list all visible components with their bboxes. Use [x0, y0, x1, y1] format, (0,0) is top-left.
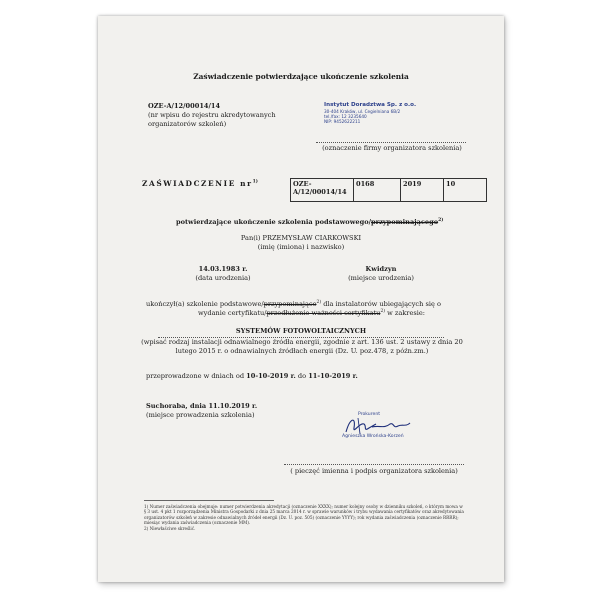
scope-value: SYSTEMÓW FOTOWOLTAICZNYCH [235, 327, 367, 335]
cert-number-cell-registry: OZE-A/12/00014/14 [291, 179, 354, 202]
completed-struck-extension: przedłużenie ważności certyfikatu [266, 309, 381, 318]
footnote-1: 1) Numer zaświadczenia obejmuje: numer potwierdzenia akredytacji (oznaczenie XXXX); numer kolejny osoby w dzienniku szkoleń, o którym mowa w § 3 ust. 4 pkt 1 rozporządzenia Ministra Gospodarki z dnia 25 marca 2014 r. w sprawie warunków i trybu wydawania certyfikatów oraz akredytowania organizatorów szkoleń w zakresie odnawialnych źródeł energii (Dz. U. poz. 505) (oznaczenie YYYY); rok wydania zaświadczenia (oznaczenie RRRR); miesiąc wydania zaświadczenia (oznaczenie MM). [144, 504, 464, 526]
place-and-date: Suchoraba, dnia 11.10.2019 r. [146, 402, 258, 410]
date-from: 10-10-2019 r. [246, 372, 296, 380]
person-name-caption: (imię (imiona) i nazwisko) [257, 243, 345, 251]
signature-dotted-line [284, 464, 464, 465]
footnote-ref-4: 2) [380, 309, 386, 314]
handwritten-signature [336, 412, 436, 442]
completed-struck-refresher: przypominające [263, 300, 317, 309]
dates-prefix: przeprowadzone w dniach od [146, 372, 247, 380]
birth-place-caption: (miejsce urodzenia) [348, 274, 414, 282]
cert-number-cell-year: 2019 [401, 179, 444, 202]
date-to: 11-10-2019 r. [308, 372, 358, 380]
completed-text-c: wydanie certyfikatu/ [198, 309, 267, 318]
birth-date-caption: (data urodzenia) [195, 274, 251, 282]
signature-title: Prokurent [358, 412, 381, 417]
stamp-address: 30-404 Kraków, ul. Cegielniana 6B/2 [324, 108, 401, 114]
footnote-ref-2: 2) [438, 218, 444, 223]
registry-number: OZE-A/12/00014/14 [148, 102, 221, 110]
confirms-prefix: potwierdzające ukończenie szkolenia [176, 218, 315, 227]
confirms-struck-option: przypominającego [371, 218, 439, 227]
dates-middle: do [295, 372, 309, 380]
confirms-line [176, 217, 496, 227]
stamp-nip: NIP: 9452622211 [324, 119, 361, 125]
completed-text-d: w zakresie: [385, 309, 425, 318]
signature-name: Agnieszka Wrońska-Korzeń [342, 434, 404, 439]
footnote-ref-3: 2) [316, 300, 322, 305]
cert-number-cell-month: 10 [444, 179, 487, 202]
document-title: Zaświadczenie potwierdzające ukończenie szkolenia [193, 72, 409, 81]
footnote-ref-1: 1) [252, 179, 258, 185]
completed-text-b: dla instalatorów ubiegających się o [321, 300, 441, 309]
stamp-company-name: Instytut Doradztwa Sp. z o.o. [324, 102, 417, 108]
confirms-separator: / [368, 218, 372, 227]
person-prefix: Pan(i) [240, 234, 263, 242]
signature-caption: ( pieczęć imienna i podpis organizatora szkolenia) [290, 467, 458, 475]
certificate-heading-text: ZAŚWIADCZENIE nr [142, 179, 253, 188]
completed-text-a: ukończył(a) szkolenie podstawowe/ [146, 300, 264, 309]
birth-date: 14.03.1983 r. [198, 265, 248, 273]
organizer-caption: (oznaczenie firmy organizatora szkolenia) [322, 144, 462, 152]
footnotes [144, 504, 464, 531]
training-dates [146, 372, 466, 381]
confirms-basic: podstawowego [314, 218, 369, 227]
organizer-dotted-line [316, 142, 466, 143]
registry-number-caption: (nr wpisu do rejestru akredytowanych organizatorów szkoleń) [148, 111, 276, 128]
organizer-stamp [324, 102, 454, 125]
person-line [98, 234, 504, 243]
certificate-document [98, 16, 504, 582]
certificate-number-table [290, 178, 487, 202]
person-name: PRZEMYSŁAW CIARKOWSKI [262, 234, 362, 242]
place-caption: (miejsce prowadzenia szkolenia) [146, 411, 255, 419]
birth-place: Kwidzyn [365, 265, 397, 273]
stamp-phone: tel./fax: 12 3235640 [324, 114, 367, 119]
certificate-heading [142, 179, 258, 188]
completed-line-2 [198, 308, 498, 318]
footnote-2: 2) Niewłaściwe skreślić. [144, 525, 196, 531]
footnote-separator [144, 500, 274, 501]
cert-number-cell-person: 0168 [354, 179, 401, 202]
scope-caption: (wpisać rodzaj instalacji odnawialnego źródła energii, zgodnie z art. 136 ust. 2 ustawy z dnia 20 lutego 2015 r. o odnawialnych źródłach energii (Dz. U. poz.478, z późn.zm.) [141, 338, 463, 355]
